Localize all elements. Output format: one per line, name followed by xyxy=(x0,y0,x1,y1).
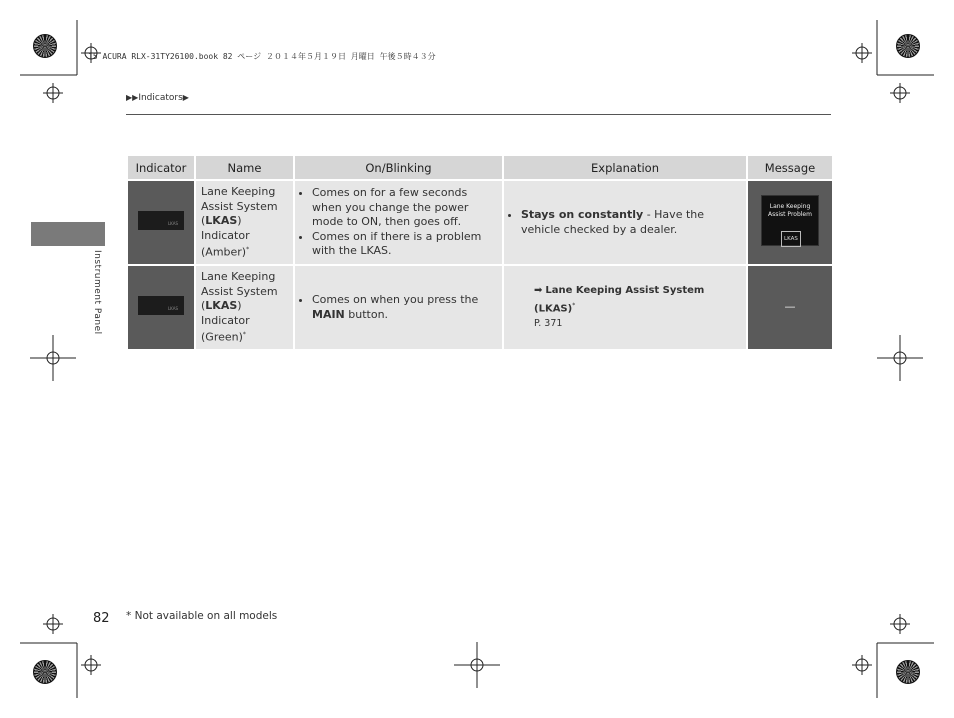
explanation-cell xyxy=(504,181,746,264)
section-tab xyxy=(31,222,105,246)
header-name: Name xyxy=(196,156,293,179)
cross-reference-link[interactable]: ➡ Lane Keeping Assist System (LKAS)* P. 371 xyxy=(509,284,741,331)
header-on-blinking: On/Blinking xyxy=(295,156,502,179)
page-number: 82 xyxy=(93,611,110,626)
indicator-name: Lane Keeping Assist System (LKAS) Indicator (Green)* xyxy=(196,266,293,349)
reference-arrow-icon: ➡ xyxy=(534,285,543,297)
header-rule xyxy=(126,114,831,115)
lkas-amber-lamp-icon: LKAS xyxy=(138,211,184,230)
header-explanation: Explanation xyxy=(504,156,746,179)
indicator-table xyxy=(126,156,834,349)
on-blinking-cell xyxy=(295,181,502,264)
breadcrumb-arrow-icon: ▶ xyxy=(182,93,189,102)
message-cell: — xyxy=(748,266,832,349)
lkas-green-lamp-icon: LKAS xyxy=(138,296,184,315)
list-item: • Stays on constantly - Have the vehicle checked by a dealer. xyxy=(521,208,741,237)
table-row xyxy=(128,266,832,349)
footnote: * Not available on all models xyxy=(126,610,278,622)
message-cell xyxy=(748,181,832,264)
list-item: • Comes on if there is a problem with the LKAS. xyxy=(312,230,497,259)
header-message: Message xyxy=(748,156,832,179)
breadcrumb[interactable] xyxy=(126,93,189,103)
explanation-cell xyxy=(504,266,746,349)
indicator-image xyxy=(128,266,194,349)
breadcrumb-label: Indicators xyxy=(138,93,183,103)
table-row xyxy=(128,181,832,264)
breadcrumb-arrow-icon: ▶▶ xyxy=(126,93,139,102)
on-blinking-cell xyxy=(295,266,502,349)
indicator-image xyxy=(128,181,194,264)
table-header-row xyxy=(128,156,832,179)
list-item: • Comes on when you press the MAIN button. xyxy=(312,293,497,322)
mid-message-display: Lane Keeping Assist Problem LKAS xyxy=(761,195,819,246)
indicator-name: Lane Keeping Assist System (LKAS) Indicator (Amber)* xyxy=(196,181,293,264)
reference-page: P. 371 xyxy=(534,317,563,329)
section-tab-label: Instrument Panel xyxy=(92,250,102,335)
list-item: • Comes on for a few seconds when you change the power mode to ON, then goes off. xyxy=(312,186,497,230)
print-header: 15 ACURA RLX-31TY26100.book 82 ページ ２０１４年５月１９日 月曜日 午後５時４３分 xyxy=(88,52,436,61)
lkas-badge: LKAS xyxy=(781,231,801,248)
header-indicator: Indicator xyxy=(128,156,194,179)
